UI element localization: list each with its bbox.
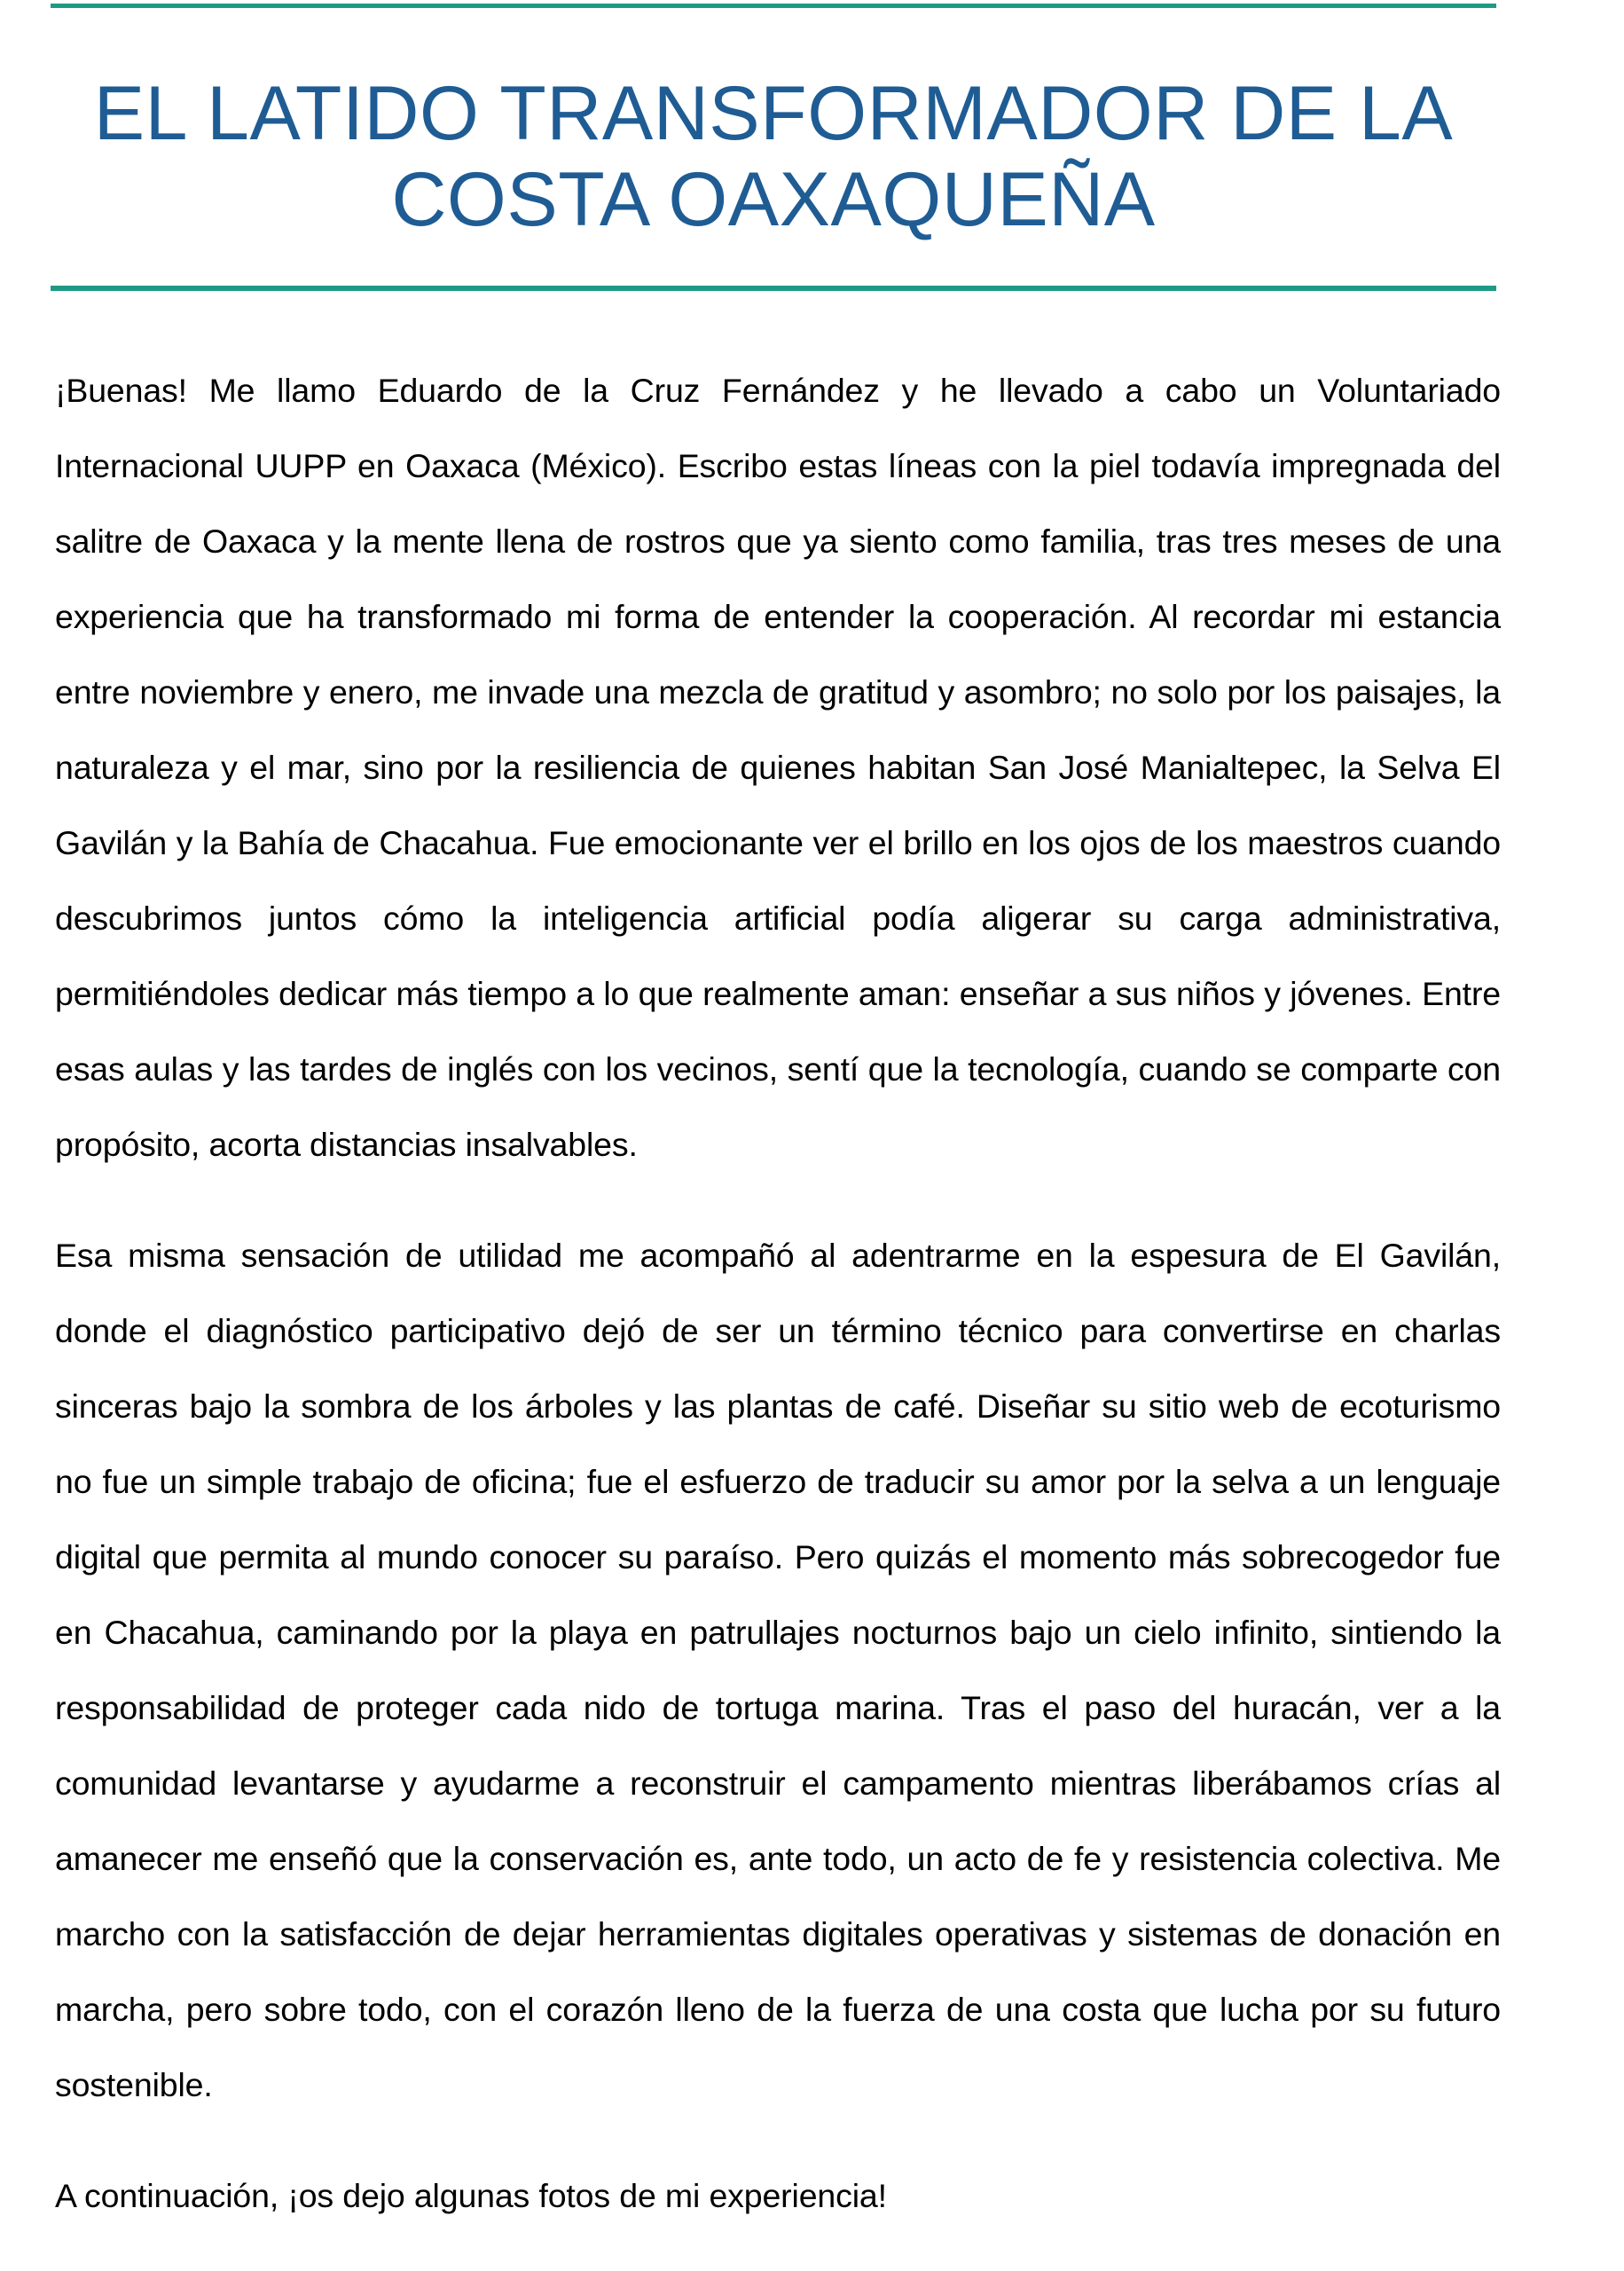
paragraph-closing: A continuación, ¡os dejo algunas fotos de mi experiencia! <box>55 2177 887 2214</box>
paragraph-1: ¡Buenas! Me llamo Eduardo de la Cruz Fernández y he llevado a cabo un Voluntariado Internacional UUPP en Oaxaca (México). Escribo estas líneas con la piel todavía impregnada del salitre de Oaxaca y la mente llena de rostros que ya siento como familia, tras tres meses de una experiencia que ha transformado mi forma de entender la cooperación. Al recordar mi estancia entre noviembre y enero, me invade una mezcla de gratitud y asombro; no solo por los paisajes, la naturaleza y el mar, sino por la resiliencia de quienes habitan San José Manialtepec, la Selva El Gavilán y la Bahía de Chacahua. Fue emocionante ver el brillo en los ojos de los maestros cuando descubrimos juntos cómo la inteligencia artificial podía aligerar su carga administrativa, permitiéndoles dedicar más tiempo a lo que realmente aman: enseñar a sus niños y jóvenes. Entre esas aulas y las tardes de inglés con los vecinos, sentí que la tecnología, cuando se comparte con propósito, acorta distancias insalvables. <box>55 372 1501 1163</box>
title-underline-rule <box>51 286 1496 291</box>
paragraph-2: Esa misma sensación de utilidad me acompañó al adentrarme en la espesura de El Gavilán, donde el diagnóstico participativo dejó de ser un término técnico para convertirse en charlas sinceras bajo la sombra de los árboles y las plantas de café. Diseñar su sitio web de ecoturismo no fue un simple trabajo de oficina; fue el esfuerzo de traducir su amor por la selva a un lenguaje digital que permita al mundo conocer su paraíso. Pero quizás el momento más sobrecogedor fue en Chacahua, caminando por la playa en patrullajes nocturnos bajo un cielo infinito, sintiendo la responsabilidad de proteger cada nido de tortuga marina. Tras el paso del huracán, ver a la comunidad levantarse y ayudarme a reconstruir el campamento mientras liberábamos crías al amanecer me enseñó que la conservación es, ante todo, un acto de fe y resistencia colectiva. Me marcho con la satisfacción de dejar herramientas digitales operativas y sistemas de donación en marcha, pero sobre todo, con el corazón lleno de la fuerza de una costa que lucha por su futuro sostenible. <box>55 1237 1501 2103</box>
page-title: EL LATIDO TRANSFORMADOR DE LA COSTA OAXAQUEÑA <box>93 70 1454 242</box>
top-divider-rule <box>51 4 1496 8</box>
document-body <box>55 353 1501 2234</box>
